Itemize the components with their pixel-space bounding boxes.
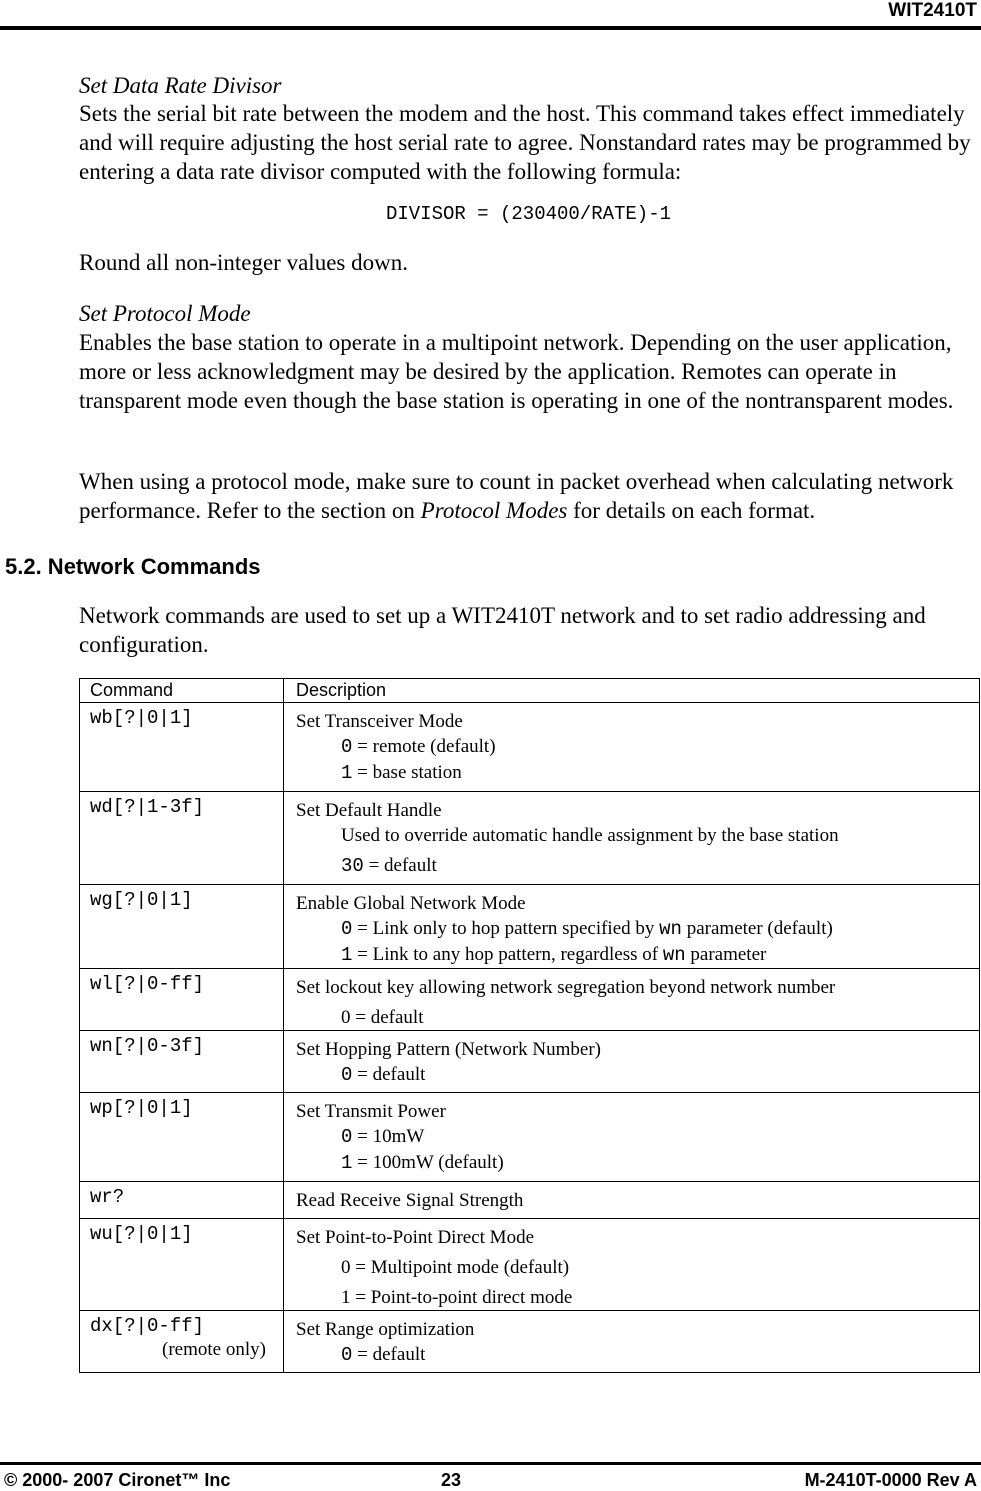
round-note: Round all non-integer values down. [79, 250, 408, 275]
protocol-para2-after: for details on each format. [567, 498, 816, 523]
value-text: = 10mW [352, 1126, 425, 1147]
table-row [80, 1219, 980, 1311]
protocol-title: Set Protocol Mode [79, 301, 251, 326]
value-text: = remote (default) [352, 736, 496, 757]
footer-rule [0, 1462, 981, 1465]
col-description-header: Description [284, 679, 980, 703]
header-title: WIT2410T [888, 0, 977, 21]
command-cell: wp[?|0|1] [80, 1093, 284, 1182]
value-text: = Link to any hop pattern, regardless of [352, 944, 663, 965]
value-text: = 100mW (default) [352, 1152, 504, 1173]
footer-copyright: © 2000- 2007 Cironet™ Inc [4, 1470, 231, 1490]
network-commands-heading: 5.2. Network Commands [5, 554, 261, 579]
table-row [80, 1093, 980, 1182]
network-body: Network commands are used to set up a WIT2410T network and to set radio addressing and configuration. [79, 603, 926, 657]
network-commands-table [79, 678, 980, 1373]
description-cell [284, 969, 980, 1031]
description-cell [284, 703, 980, 792]
value-code: 0 [341, 1126, 353, 1148]
description-line [296, 1124, 979, 1150]
description-title: Set lockout key allowing network segregation beyond network number [296, 977, 836, 998]
value-code: 1 [341, 944, 353, 966]
value-code: 0 [341, 1064, 353, 1086]
description-line [296, 1062, 979, 1088]
data-rate-title: Set Data Rate Divisor [79, 73, 282, 98]
protocol-body: Enables the base station to operate in a multipoint network. Depending on the user application, more or less acknowledgment may be desired by the application. Remotes can operate in transparent mode even though the base station is operating in one of the nontransparent modes. [79, 330, 954, 413]
description-cell [284, 1182, 980, 1219]
description-line: 0 = default [341, 1007, 424, 1028]
description-title: Set Transmit Power [296, 1101, 446, 1122]
data-rate-body: Sets the serial bit rate between the modem and the host. This command takes effect immediately and will require adjusting the host serial rate to agree. Nonstandard rates may be programmed by entering a data rate divisor computed with the following formula: [79, 101, 971, 184]
command-cell: wg[?|0|1] [80, 885, 284, 969]
value-text: = base station [352, 762, 462, 783]
value-code: 0 [341, 918, 353, 940]
command-cell: wb[?|0|1] [80, 703, 284, 792]
table-row [80, 969, 980, 1031]
description-cell [284, 885, 980, 969]
protocol-para2 [79, 467, 979, 525]
description-line [296, 1342, 979, 1368]
description-line: 0 = Multipoint mode (default) [341, 1257, 570, 1278]
command-cell: wd[?|1-3f] [80, 792, 284, 885]
description-title: Read Receive Signal Strength [296, 1190, 524, 1211]
col-command-header: Command [80, 679, 284, 703]
table-row [80, 885, 980, 969]
value-text: parameter (default) [681, 918, 833, 939]
command-note: (remote only) [162, 1339, 266, 1360]
description-line [296, 916, 979, 942]
table-header-row [80, 679, 980, 703]
value-text: = default [352, 1064, 426, 1085]
command-cell: wu[?|0|1] [80, 1219, 284, 1311]
command-cell: wl[?|0-ff] [80, 969, 284, 1031]
protocol-para2-before: When using a protocol mode, make sure to count in packet overhead when calculating network performance. Refer to the section on [79, 469, 954, 523]
command-cell [80, 1311, 284, 1373]
value-code: 1 [341, 1152, 353, 1174]
table-row [80, 703, 980, 792]
value-text: = default [363, 855, 437, 876]
description-line: Used to override automatic handle assignment by the base station [341, 825, 839, 846]
command-cell: wn[?|0-3f] [80, 1031, 284, 1093]
footer-page-number: 23 [441, 1470, 462, 1490]
description-line [296, 760, 979, 786]
description-title: Set Hopping Pattern (Network Number) [296, 1039, 601, 1060]
table-row [80, 1182, 980, 1219]
description-cell [284, 1031, 980, 1093]
value-text: = Link only to hop pattern specified by [352, 918, 660, 939]
param-code: wn [659, 918, 682, 940]
description-cell [284, 1093, 980, 1182]
value-code: 30 [341, 855, 364, 877]
header-rule [0, 26, 981, 30]
param-code: wn [662, 944, 686, 966]
description-line [296, 942, 979, 968]
value-code: 0 [341, 736, 353, 758]
description-cell [284, 1311, 980, 1373]
description-title: Set Range optimization [296, 1319, 475, 1340]
description-line [296, 1150, 979, 1176]
value-text: = default [352, 1344, 426, 1365]
description-cell [284, 792, 980, 885]
table-row [80, 1311, 980, 1373]
description-title: Set Point-to-Point Direct Mode [296, 1227, 535, 1248]
value-code: 1 [341, 762, 353, 784]
command-cell: wr? [80, 1182, 284, 1219]
table-row [80, 1031, 980, 1093]
description-line [296, 734, 979, 760]
table-row [80, 792, 980, 885]
value-code: 0 [341, 1344, 353, 1366]
footer-doc-id: M-2410T-0000 Rev A [804, 1470, 977, 1490]
description-title: Set Default Handle [296, 800, 442, 821]
divisor-formula: DIVISOR = (230400/RATE)-1 [385, 203, 672, 225]
description-line: 1 = Point-to-point direct mode [341, 1287, 573, 1308]
description-title: Set Transceiver Mode [296, 711, 463, 732]
command-text: dx[?|0-ff] [90, 1315, 205, 1337]
value-text: parameter [685, 944, 767, 965]
description-title: Enable Global Network Mode [296, 893, 526, 914]
description-cell [284, 1219, 980, 1311]
description-line [296, 853, 979, 879]
protocol-modes-ref: Protocol Modes [420, 498, 568, 523]
